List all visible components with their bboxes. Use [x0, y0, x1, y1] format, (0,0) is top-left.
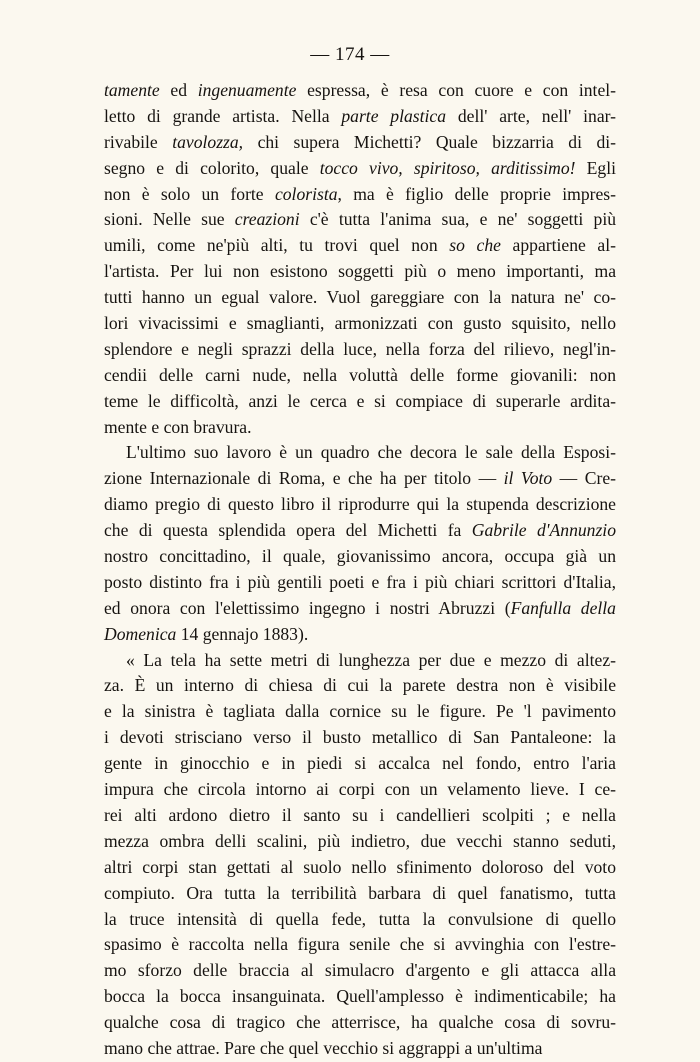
text-line: nostro concittadino, il quale, giovanissimo ancora, occupa già un	[104, 546, 616, 567]
text-line: qualche cosa di tragico che atterrisce, ha qualche cosa di sovru-	[104, 1012, 616, 1033]
text-line: l'artista. Per lui non esistono soggetti più o meno importanti, ma	[104, 261, 616, 282]
italic-text: tocco vivo, spiritoso, arditissimo!	[319, 157, 576, 178]
italic-text: Fanfulla della	[510, 597, 616, 618]
page-number: — 174 —	[310, 44, 390, 65]
text-line: compiuto. Ora tutta la terribilità barbara di quel fanatismo, tutta	[104, 882, 616, 903]
text-line: spasimo è raccolta nella figura senile che si avvinghia con l'estre-	[104, 934, 616, 955]
italic-text: tamente	[104, 80, 160, 100]
text-line: mano che attrae. Pare che quel vecchio si aggrappi a un'ultima	[104, 1037, 543, 1058]
italic-text: so che	[449, 235, 501, 256]
text-line: tamente ed ingenuamente espressa, è resa con cuore e con intel-	[104, 80, 617, 100]
italic-text: Domenica	[104, 623, 177, 644]
italic-text: Gabrile d'Annunzio	[471, 520, 616, 541]
italic-text: tavolozza,	[172, 131, 244, 152]
text-line: tutti hanno un egual valore. Vuol gareggiare con la natura ne' co-	[104, 287, 616, 308]
text-line: gente in ginocchio e in piedi si accalca nel fondo, entro l'aria	[104, 753, 616, 774]
text-line: mente e con bravura.	[104, 416, 252, 437]
text-line: impura che circola intorno ai corpi con un velamento lieve. I ce-	[104, 779, 616, 800]
text-line: cendii delle carni nude, nella voluttà delle forme giovanili: non	[104, 364, 616, 385]
text-line: letto di grande artista. Nella parte plastica dell' arte, nell' inar-	[104, 105, 616, 126]
italic-text: parte plastica	[341, 105, 447, 126]
text-line: che di questa splendida opera del Michetti fa Gabrile d'Annunzio	[104, 520, 616, 541]
italic-text: il Voto	[503, 468, 553, 489]
text-line: e la sinistra è tagliata dalla cornice su le figure. Pe 'l pavimento	[104, 701, 616, 722]
text-line: rei alti ardono dietro il santo su i candellieri scolpiti ; e nella	[104, 804, 616, 825]
text-line: sioni. Nelle sue creazioni c'è tutta l'anima sua, e ne' soggetti più	[104, 209, 616, 230]
text-line: bocca la bocca insanguinata. Quell'amplesso è indimenticabile; ha	[104, 986, 616, 1007]
text-line: non è solo un forte colorista, ma è figlio delle proprie impres-	[104, 183, 617, 204]
text-line: za. È un interno di chiesa di cui la parete destra non è visibile	[104, 675, 616, 696]
text-line: teme le difficoltà, anzi le cerca e si compiace di superarle ardita-	[104, 390, 616, 411]
text-line: zione Internazionale di Roma, e che ha per titolo — il Voto — Cre-	[104, 468, 617, 489]
italic-text: colorista	[274, 183, 338, 204]
text-line: mo sforzo delle braccia al simulacro d'argento e gli attacca alla	[104, 960, 616, 981]
italic-text: ingenuamente	[197, 80, 297, 100]
italic-text: creazioni	[234, 209, 300, 230]
body-text	[104, 78, 616, 1062]
text-line: mezza ombra delli scalini, più indietro, due vecchi stanno seduti,	[104, 830, 616, 851]
text-line: splendore e negli sprazzi della luce, nella forza del rilievo, negl'in-	[104, 338, 616, 359]
text-line: la truce intensità di quella fede, tutta la convulsione di quello	[104, 908, 616, 929]
text-line: ed onora con l'elettissimo ingegno i nostri Abruzzi (Fanfulla della	[104, 597, 616, 618]
text-line: L'ultimo suo lavoro è un quadro che decora le sale della Esposi-	[126, 442, 616, 463]
text-line: diamo pregio di questo libro il riprodurre qui la stupenda descrizione	[104, 494, 616, 515]
text-line: altri corpi stan gettati al suolo nello sfinimento doloroso del voto	[104, 856, 616, 877]
text-line: rivabile tavolozza, chi supera Michetti? Quale bizzarria di di-	[104, 131, 616, 152]
text-line: umili, come ne'più alti, tu trovi quel non so che appartiene al-	[104, 235, 616, 256]
text-line: « La tela ha sette metri di lunghezza per due e mezzo di altez-	[126, 649, 616, 670]
text-line: i devoti strisciano verso il busto metallico di San Pantaleone: la	[104, 727, 616, 748]
text-line: lori vivacissimi e smaglianti, armonizzati con gusto squisito, nello	[104, 313, 616, 334]
text-line: posto distinto fra i più gentili poeti e fra i più chiari scrittori d'Italia,	[104, 571, 616, 592]
text-line: segno e di colorito, quale tocco vivo, spiritoso, arditissimo! Egli	[104, 157, 616, 178]
text-line: Domenica 14 gennajo 1883).	[104, 623, 309, 644]
